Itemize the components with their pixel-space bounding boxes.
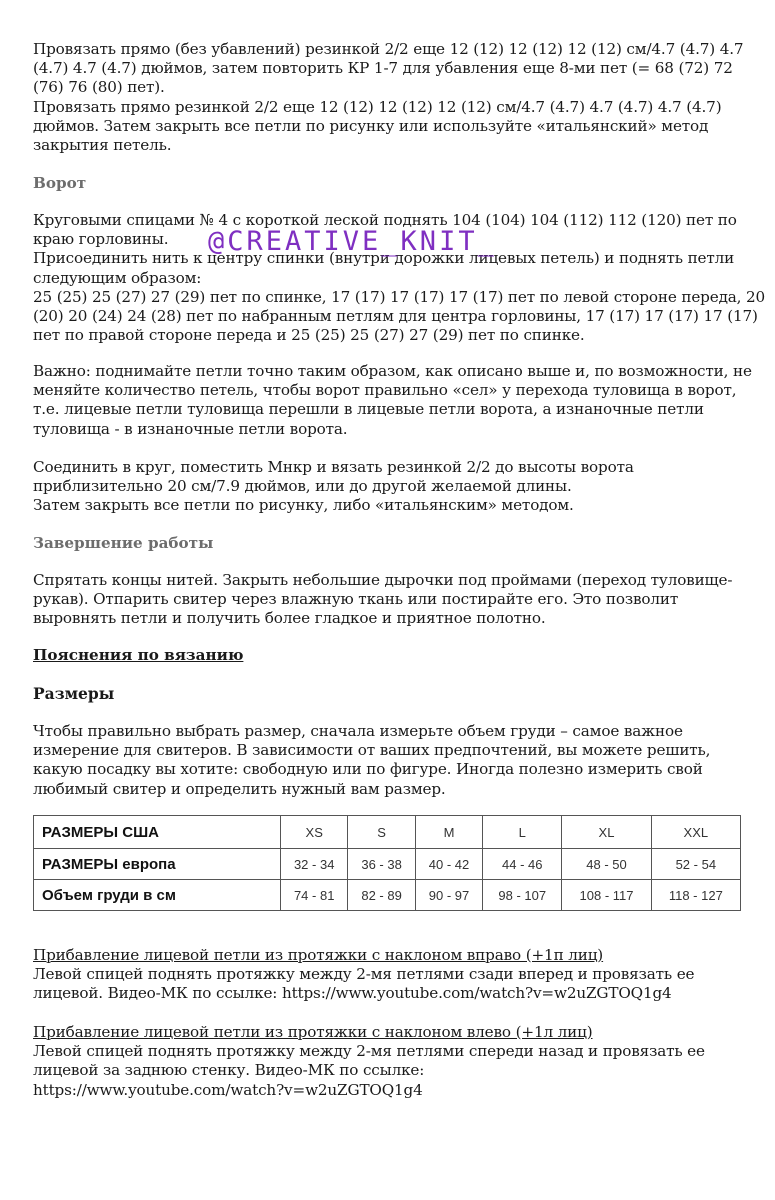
paragraph-increase-right: Прибавление лицевой петли из протяжки с наклоном вправо (+1п лиц) Левой спицей поднять протяжку между 2-мя петлями сзади вперед и провязать ее лицевой. Видео-МК по ссылке: https://www.youtube.com/watch?v=w2uZGTOQ1g4 [33, 946, 745, 1004]
table-cell: 44 - 46 [483, 849, 562, 880]
heading-sizes: Размеры [33, 684, 115, 703]
increase-left-title: Прибавление лицевой петли из протяжки с наклоном влево (+1л лиц) [33, 1023, 593, 1041]
table-cell: 36 - 38 [348, 849, 415, 880]
table-cell: 48 - 50 [562, 849, 651, 880]
paragraph-body-decrease: Провязать прямо (без убавлений) резинкой 2/2 еще 12 (12) 12 (12) 12 (12) см/4.7 (4.7) 4.7 (4.7) 4.7 (4.7) дюймов, затем повторить КР 1-7 для убавления еще 8-ми пет (= 68 (72) 72 (76) 76 (80) пет). [33, 40, 744, 97]
table-cell: S [348, 816, 415, 849]
row-header: РАЗМЕРЫ США [34, 816, 281, 849]
table-cell: 98 - 107 [483, 880, 562, 911]
table-cell: 32 - 34 [281, 849, 348, 880]
table-cell: L [483, 816, 562, 849]
table-row [34, 816, 741, 849]
table-cell: XL [562, 816, 651, 849]
paragraph-finishing: Спрятать концы нитей. Закрыть небольшие дырочки под проймами (переход туловище- рукав). Отпарить свитер через влажную ткань или постирайте его. Это позволит выровнять петли и получить более гладкое и приятное полотно. [33, 571, 733, 628]
table-cell: XS [281, 816, 348, 849]
table-cell: 74 - 81 [281, 880, 348, 911]
table-cell: XXL [651, 816, 740, 849]
table-cell: 82 - 89 [348, 880, 415, 911]
paragraph-important: Важно: поднимайте петли точно таким образом, как описано выше и, по возможности, не меняйте количество петель, чтобы ворот правильно «сел» у перехода туловища в ворот, т.е. лицевые петли туловища перешли в лицевые петли ворота, а изнаночные петли туловища - в изнаночные петли ворота. [33, 362, 752, 438]
increase-right-title: Прибавление лицевой петли из протяжки с наклоном вправо (+1п лиц) [33, 946, 604, 964]
table-cell: 40 - 42 [415, 849, 482, 880]
table-cell: 108 - 117 [562, 880, 651, 911]
size-table [33, 815, 741, 911]
table-cell: 52 - 54 [651, 849, 740, 880]
row-header: РАЗМЕРЫ европа [34, 849, 281, 880]
table-cell: 118 - 127 [651, 880, 740, 911]
row-header: Объем груди в см [34, 880, 281, 911]
paragraph-collar-pickup: Круговыми спицами № 4 с короткой леской поднять 104 (104) 104 (112) 112 (120) пет по краю горловины. Присоединить нить к центру спинки (внутри дорожки лицевых петель) и поднять петли следующим образом: 25 (25) 25 (27) 27 (29) пет по спинке, 17 (17) 17 (17) 17 (17) пет по левой стороне переда, 20 (20) 20 (24) 24 (28) пет по набранным петлям для центра горловины, 17 (17) 17 (17) 17 (17) пет по правой стороне переда и 25 (25) 25 (27) 27 (29) пет по спинке. [33, 211, 766, 345]
heading-collar: Ворот [33, 174, 87, 192]
heading-knitting-notes: Пояснения по вязанию [33, 646, 244, 664]
table-row [34, 880, 741, 911]
paragraph-increase-left: Прибавление лицевой петли из протяжки с наклоном влево (+1л лиц) Левой спицей поднять протяжку между 2-мя петлями спереди назад и провязать ее лицевой за заднюю стенку. Видео-МК по ссылке: https://www.youtube.com/watch?v=w2uZGTOQ1g4 [33, 1023, 745, 1100]
paragraph-join-round: Соединить в круг, поместить Мнкр и вязать резинкой 2/2 до высоты ворота приблизительно 20 см/7.9 дюймов, или до другой желаемой длины. Затем закрыть все петли по рисунку, либо «итальянским» методом. [33, 458, 634, 515]
paragraph-body-ribbing: Провязать прямо резинкой 2/2 еще 12 (12) 12 (12) 12 (12) см/4.7 (4.7) 4.7 (4.7) 4.7 (4.7) дюймов. Затем закрыть все петли по рисунку или используйте «итальянский» метод закрытия петель. [33, 98, 722, 155]
paragraph-sizes: Чтобы правильно выбрать размер, сначала измерьте объем груди – самое важное измерение для свитеров. В зависимости от ваших предпочтений, вы можете решить, какую посадку вы хотите: свободную или по фигуре. Иногда полезно измерить свой любимый свитер и определить нужный вам размер. [33, 722, 711, 798]
table-cell: 90 - 97 [415, 880, 482, 911]
creative-knit-watermark: @CREATIVE_KNIT_ [208, 226, 497, 257]
heading-finishing: Завершение работы [33, 534, 214, 552]
table-row [34, 849, 741, 880]
table-cell: M [415, 816, 482, 849]
